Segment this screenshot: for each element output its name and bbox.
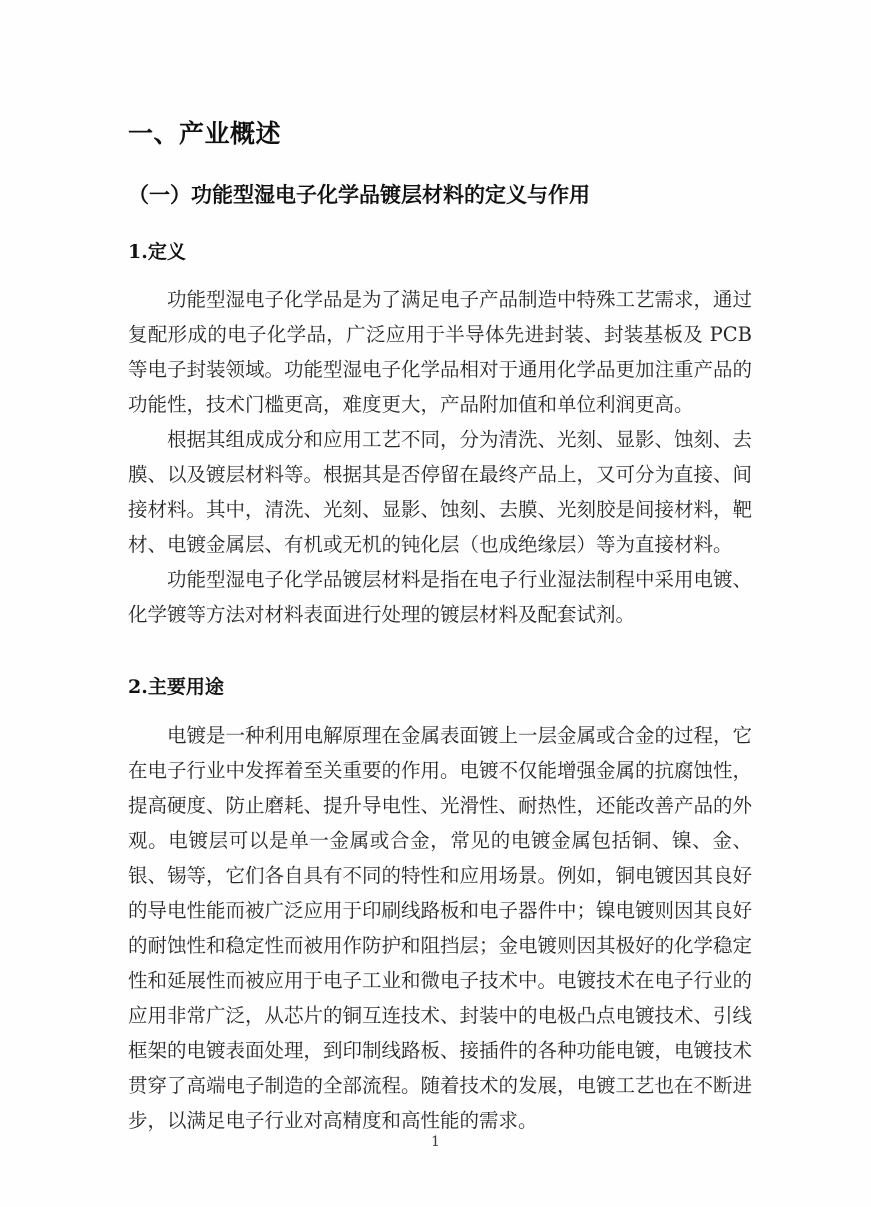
page-title: 一、产业概述 [128, 119, 282, 148]
paragraph-usage-1: 电镀是一种利用电解原理在金属表面镀上一层金属或合金的过程，它在电子行业中发挥着至关重要的作用。电镀不仅能增强金属的抗腐蚀性，提高硬度、防止磨耗、提升导电性、光滑性、耐热性，还能改善产品的外观。电镀层可以是单一金属或合金，常见的电镀金属包括铜、镍、金、银、锡等，它们各自具有不同的特性和应用场景。例如，铜电镀因其良好的导电性能而被广泛应用于印刷线路板和电子器件中；镍电镀则因其良好的耐蚀性和稳定性而被用作防护和阻挡层；金电镀则因其极好的化学稳定性和延展性而被应用于电子工业和微电子技术中。电镀技术在电子行业的应用非常广泛，从芯片的铜互连技术、封装中的电极凸点电镀技术、引线框架的电镀表面处理，到印制线路板、接插件的各种功能电镀，电镀技术贯穿了高端电子制造的全部流程。随着技术的发展，电镀工艺也在不断进步，以满足电子行业对高精度和高性能的需求。 [128, 724, 753, 1132]
paragraph-definition-1: 功能型湿电子化学品是为了满足电子产品制造中特殊工艺需求，通过复配形成的电子化学品，广泛应用于半导体先进封装、封装基板及 PCB 等电子封装领域。功能型湿电子化学品相对于通用化学品更加注重产品的功能性，技术门槛更高，难度更大，产品附加值和单位利润更高。 [128, 288, 753, 417]
page-content [128, 0, 752, 1138]
paragraph-definition-2: 根据其组成成分和应用工艺不同，分为清洗、光刻、显影、蚀刻、去膜、以及镀层材料等。根据其是否停留在最终产品上，又可分为直接、间接材料。其中，清洗、光刻、显影、蚀刻、去膜、光刻胶是间接材料，靶材、电镀金属层、有机或无机的钝化层（也成绝缘层）等为直接材料。 [128, 428, 753, 557]
page-number-footer: 1 [431, 1134, 440, 1150]
heading-main-uses: 2.主要用途 [128, 676, 224, 699]
heading-definition: 1.定义 [128, 240, 186, 263]
paragraph-definition-3: 功能型湿电子化学品镀层材料是指在电子行业湿法制程中采用电镀、化学镀等方法对材料表面进行处理的镀层材料及配套试剂。 [128, 568, 753, 627]
subsection-heading: （一）功能型湿电子化学品镀层材料的定义与作用 [128, 182, 590, 208]
